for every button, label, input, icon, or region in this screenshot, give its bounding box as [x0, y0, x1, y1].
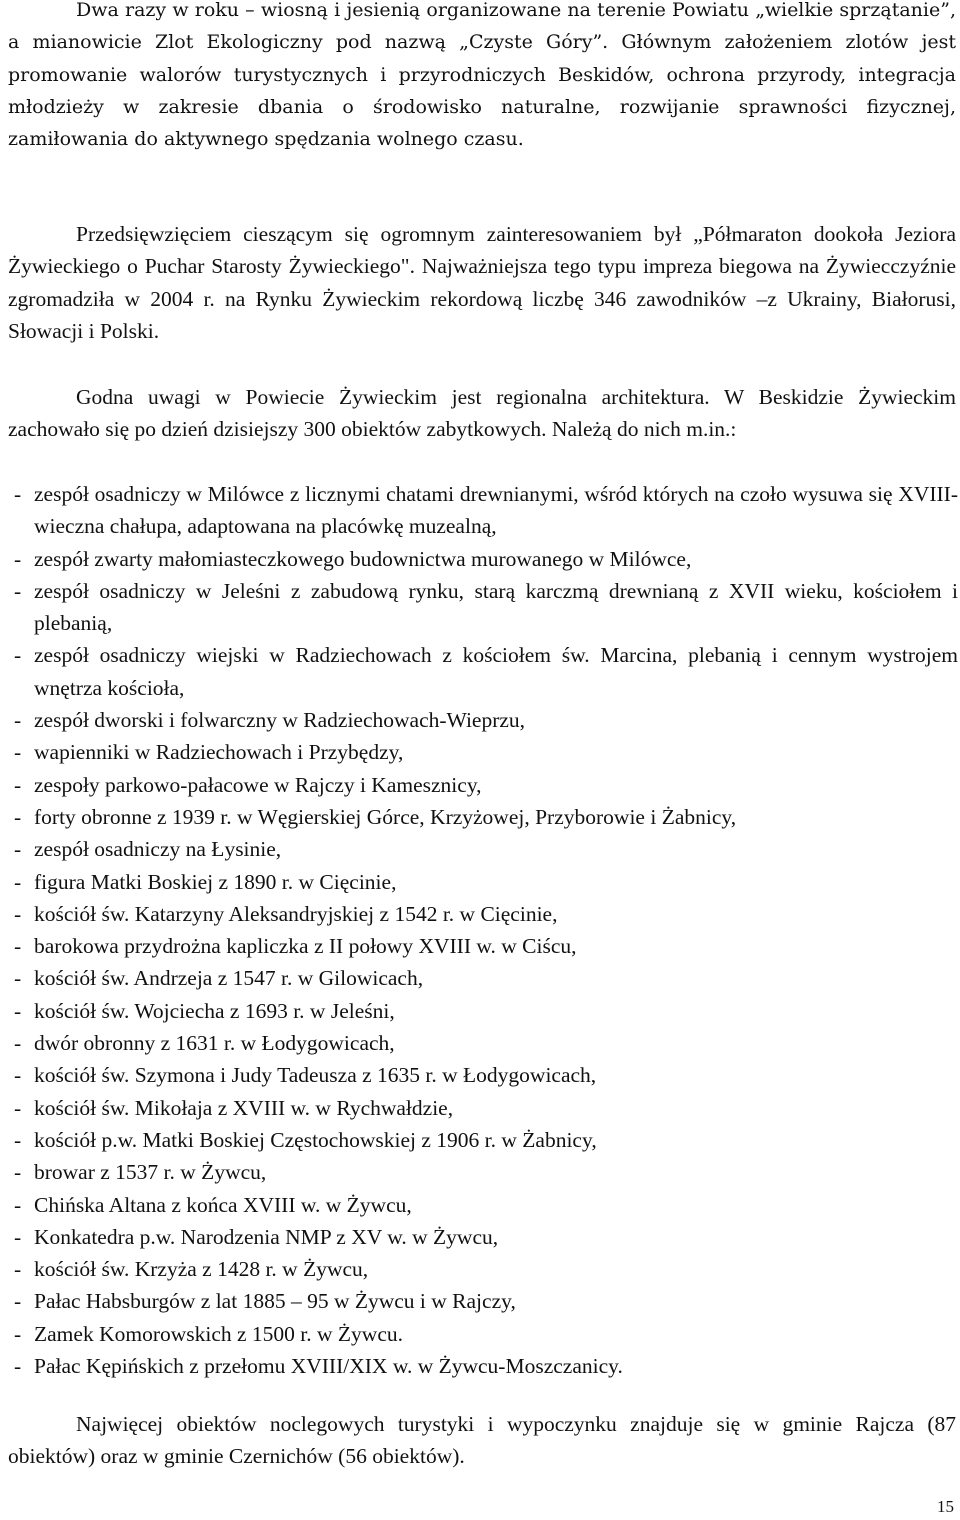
monuments-list — [14, 478, 958, 1382]
list-item: - Pałac Kępińskich z przełomu XVIII/XIX w. w Żywcu-Moszczanicy. — [14, 1354, 623, 1379]
list-item: - forty obronne z 1939 r. w Węgierskiej Górce, Krzyżowej, Przyborowie i Żabnicy, — [14, 804, 737, 829]
paragraph-ecological-rally: Dwa razy w roku – wiosną i jesienią organizowane na terenie Powiatu „wielkie sprzątanie”, a mianowicie Zlot Ekologiczny pod nazwą „Czyste Góry”. Głównym założeniem zlotów jest promowanie walorów turystycznych i przyrodniczych Beskidów, ochrona przyrody, integracja młodzieży w zakresie dbania o środowisko naturalne, rozwijanie sprawności fizycznej, zamiłowania do aktywnego spędzania wolnego czasu. — [8, 0, 956, 151]
list-item: - zespół osadniczy wiejski w Radziechowach z kościołem św. Marcina, plebanią i cennym wystrojem wnętrza kościoła, — [14, 643, 958, 700]
page-number: 15 — [937, 1497, 954, 1516]
list-item: - kościół św. Mikołaja z XVIII w. w Rychwałdzie, — [14, 1095, 454, 1120]
paragraph-half-marathon: Przedsięwzięciem cieszącym się ogromnym zainteresowaniem był „Półmaraton dookoła Jeziora Żywieckiego o Puchar Starosty Żywieckiego". Najważniejsza tego typu impreza biegowa na Żywiecczyźnie zgromadziła w 2004 r. na Rynku Żywieckim rekordową liczbę 346 zawodników –z Ukrainy, Białorusi, Słowacji i Polski. — [8, 222, 956, 343]
list-item: - wapienniki w Radziechowach i Przybędzy, — [14, 740, 404, 765]
list-item: - kościół św. Andrzeja z 1547 r. w Gilowicach, — [14, 966, 424, 991]
list-item: - zespoły parkowo-pałacowe w Rajczy i Kamesznicy, — [14, 772, 482, 797]
list-item: - kościół św. Wojciecha z 1693 r. w Jeleśni, — [14, 998, 395, 1023]
list-item: - barokowa przydrożna kapliczka z II połowy XVIII w. w Ciścu, — [14, 934, 577, 959]
list-item: - zespół zwarty małomiasteczkowego budownictwa murowanego w Milówce, — [14, 546, 692, 571]
list-item: - zespół dworski i folwarczny w Radziechowach-Wieprzu, — [14, 708, 526, 733]
list-item: - Zamek Komorowskich z 1500 r. w Żywcu. — [14, 1321, 404, 1346]
paragraph-architecture: Godna uwagi w Powiecie Żywieckim jest regionalna architektura. W Beskidzie Żywieckim zachowało się po dzień dzisiejszy 300 obiektów zabytkowych. Należą do nich m.in.: — [8, 385, 956, 442]
list-item: - kościół św. Katarzyny Aleksandryjskiej z 1542 r. w Cięcinie, — [14, 901, 558, 926]
list-item: - Pałac Habsburgów z lat 1885 – 95 w Żywcu i w Rajczy, — [14, 1289, 516, 1314]
list-item: - browar z 1537 r. w Żywcu, — [14, 1160, 267, 1185]
list-item: - kościół św. Szymona i Judy Tadeusza z 1635 r. w Łodygowicach, — [14, 1063, 597, 1088]
list-item: - kościół p.w. Matki Boskiej Częstochowskiej z 1906 r. w Żabnicy, — [14, 1127, 597, 1152]
list-item: - zespół osadniczy w Jeleśni z zabudową rynku, starą karczmą drewnianą z XVII wieku, kościołem i plebanią, — [14, 578, 958, 636]
list-item: - figura Matki Boskiej z 1890 r. w Cięcinie, — [14, 869, 397, 894]
list-item: - dwór obronny z 1631 r. w Łodygowicach, — [14, 1031, 395, 1056]
paragraph-accommodation: Najwięcej obiektów noclegowych turystyki i wypoczynku znajduje się w gminie Rajcza (87 obiektów) oraz w gminie Czernichów (56 obiektów). — [8, 1412, 956, 1469]
list-item: - kościół św. Krzyża z 1428 r. w Żywcu, — [14, 1257, 369, 1282]
list-item: - Konkatedra p.w. Narodzenia NMP z XV w. w Żywcu, — [14, 1224, 499, 1249]
list-item: - zespół osadniczy w Milówce z licznymi chatami drewnianymi, wśród których na czoło wysuwa się XVIII-wieczna chałupa, adaptowana na placówkę muzealną, — [14, 482, 958, 539]
list-item: - Chińska Altana z końca XVIII w. w Żywcu, — [14, 1192, 412, 1217]
list-item: - zespół osadniczy na Łysinie, — [14, 837, 282, 862]
